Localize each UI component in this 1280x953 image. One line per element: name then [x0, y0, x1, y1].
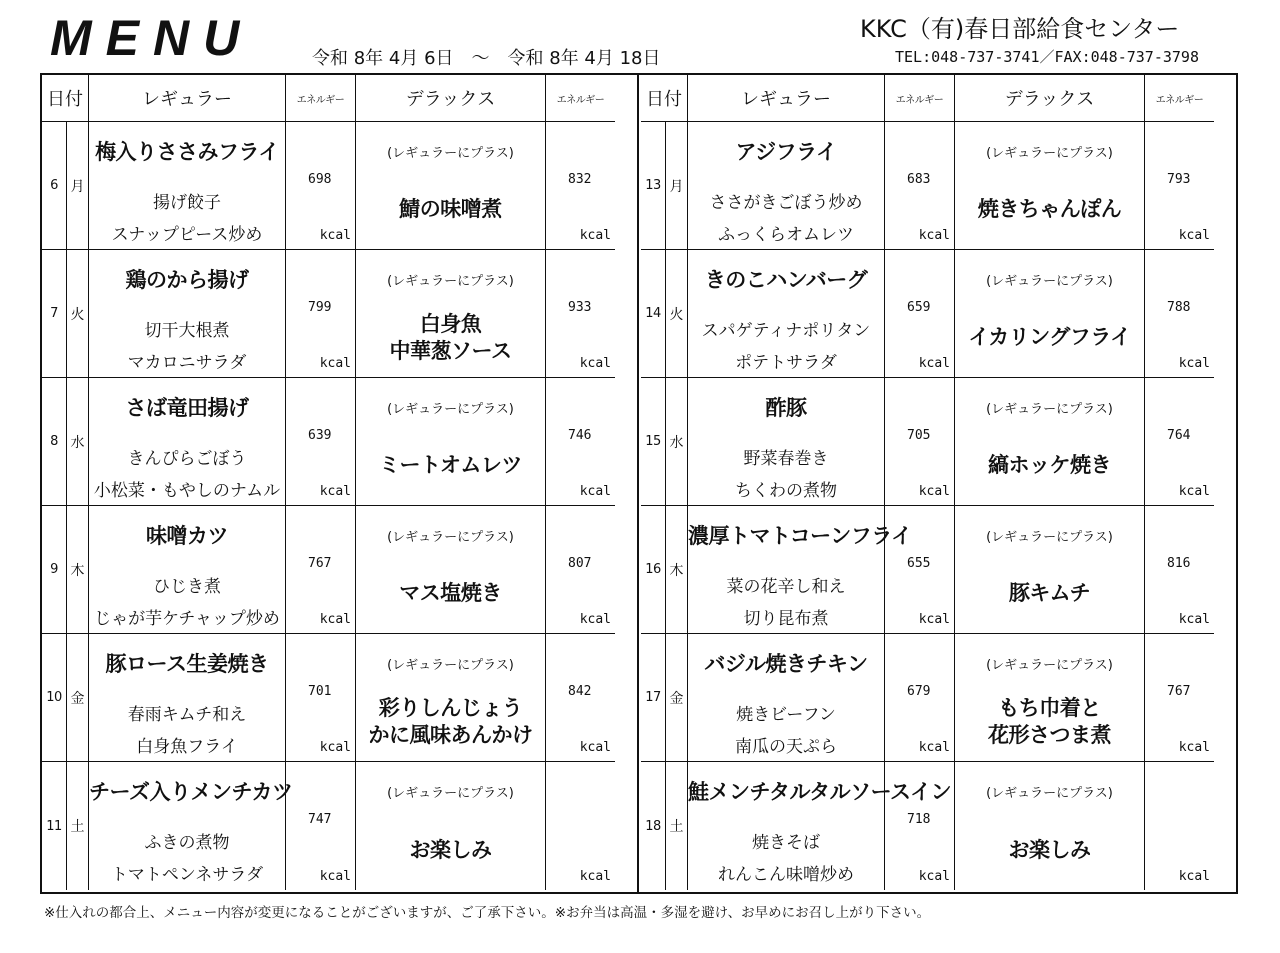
deluxe-note: (レギュラーにプラス): [387, 658, 514, 673]
regular-main-dish: 鶏のから揚げ: [125, 268, 249, 292]
deluxe-menu-cell: [356, 250, 546, 378]
kcal-unit: kcal: [1178, 612, 1210, 627]
deluxe-energy-cell: [546, 250, 615, 378]
deluxe-dish-line: 花形さつま煮: [988, 722, 1111, 747]
regular-kcal-value: 679: [907, 684, 931, 699]
kcal-unit: kcal: [918, 228, 950, 243]
regular-energy-cell: [286, 634, 356, 762]
kcal-unit: kcal: [1178, 740, 1210, 755]
regular-menu-cell: [89, 250, 286, 378]
regular-menu-cell: [688, 634, 885, 762]
deluxe-energy-cell: [546, 122, 615, 250]
regular-kcal-value: 701: [308, 684, 332, 699]
regular-side-dish: 白身魚フライ: [136, 737, 238, 757]
kcal-unit: kcal: [319, 612, 351, 627]
kcal-unit: kcal: [579, 740, 611, 755]
deluxe-note: (レギュラーにプラス): [986, 658, 1113, 673]
deluxe-note: (レギュラーにプラス): [986, 402, 1113, 417]
deluxe-dish-line: 白身魚: [419, 311, 482, 336]
kcal-unit: kcal: [579, 228, 611, 243]
kcal-unit: kcal: [1178, 869, 1210, 884]
deluxe-energy-cell: [1145, 762, 1214, 890]
regular-side-dish: 野菜春巻き: [743, 449, 829, 469]
regular-energy-cell: [885, 250, 955, 378]
deluxe-menu-cell: [356, 762, 546, 890]
regular-kcal-value: 767: [308, 556, 332, 571]
kcal-unit: kcal: [918, 356, 950, 371]
regular-kcal-value: 639: [308, 428, 332, 443]
header-deluxe: デラックス: [955, 75, 1145, 122]
regular-energy-cell: [885, 762, 955, 890]
regular-energy-cell: [286, 250, 356, 378]
deluxe-dish-line: お楽しみ: [1008, 837, 1091, 862]
deluxe-kcal-value: 832: [568, 172, 592, 187]
deluxe-dish: [955, 250, 1144, 377]
day-number: 7: [42, 250, 67, 378]
header-deluxe: デラックス: [356, 75, 546, 122]
deluxe-dish: [955, 506, 1144, 633]
contact-info: TEL:048-737-3741／FAX:048-737-3798: [895, 48, 1199, 66]
regular-main-dish: 豚ロース生姜焼き: [105, 652, 269, 676]
kcal-unit: kcal: [319, 484, 351, 499]
company-name: KKC（有)春日部給食センター: [860, 15, 1180, 43]
deluxe-dish-line: かに風味あんかけ: [368, 722, 533, 747]
day-number: 8: [42, 378, 67, 506]
deluxe-menu-cell: [356, 378, 546, 506]
deluxe-kcal-value: 816: [1167, 556, 1191, 571]
header-energy: エネルギー: [1145, 75, 1214, 122]
regular-energy-cell: [286, 378, 356, 506]
regular-side-dish: ひじき煮: [153, 577, 221, 597]
menu-panel-week1: [42, 75, 639, 892]
weekday: 土: [67, 762, 89, 890]
regular-side-dish: ふきの煮物: [144, 833, 230, 853]
regular-kcal-value: 659: [907, 300, 931, 315]
regular-kcal-value: 683: [907, 172, 931, 187]
regular-side-dish: 切り昆布煮: [743, 609, 829, 629]
deluxe-dish-line: 縞ホッケ焼き: [988, 453, 1111, 477]
deluxe-menu-cell: [955, 762, 1145, 890]
weekday: 木: [67, 506, 89, 634]
regular-side-dish: ちくわの煮物: [735, 481, 837, 501]
regular-side-dish: ささがきごぼう炒め: [709, 193, 863, 213]
deluxe-kcal-value: 746: [568, 428, 592, 443]
deluxe-menu-cell: [955, 378, 1145, 506]
regular-main-dish: 梅入りささみフライ: [95, 140, 279, 164]
regular-menu-cell: [89, 634, 286, 762]
weekday: 水: [666, 378, 688, 506]
regular-side-dish: 焼きそば: [752, 833, 820, 853]
regular-menu-cell: [688, 506, 912, 634]
regular-side-dish: 焼きビーフン: [736, 705, 836, 725]
regular-side-dish: スパゲティナポリタン: [701, 321, 871, 341]
menu-panel-week2: [641, 75, 1238, 892]
regular-side-dish: 菜の花辛し和え: [726, 577, 846, 597]
regular-menu-cell: [89, 378, 286, 506]
deluxe-note: (レギュラーにプラス): [986, 530, 1113, 545]
regular-menu-cell: [89, 506, 286, 634]
kcal-unit: kcal: [918, 740, 950, 755]
deluxe-kcal-value: 764: [1167, 428, 1191, 443]
kcal-unit: kcal: [918, 612, 950, 627]
regular-energy-cell: [885, 506, 955, 634]
regular-energy-cell: [286, 506, 356, 634]
deluxe-note: (レギュラーにプラス): [387, 402, 514, 417]
weekday: 月: [67, 122, 89, 250]
regular-kcal-value: 799: [308, 300, 332, 315]
kcal-unit: kcal: [579, 869, 611, 884]
header-energy: エネルギー: [286, 75, 356, 122]
deluxe-energy-cell: [546, 506, 615, 634]
deluxe-note: (レギュラーにプラス): [986, 786, 1113, 801]
regular-main-dish: さば竜田揚げ: [125, 396, 249, 420]
weekday: 金: [666, 634, 688, 762]
deluxe-menu-cell: [955, 634, 1145, 762]
weekday: 月: [666, 122, 688, 250]
deluxe-dish-line: 鯖の味噌煮: [399, 197, 502, 221]
deluxe-kcal-value: 842: [568, 684, 592, 699]
kcal-unit: kcal: [319, 869, 351, 884]
day-number: 13: [641, 122, 666, 250]
deluxe-dish: [356, 378, 545, 505]
footer-note: ※仕入れの都合上、メニュー内容が変更になることがございますが、ご了承下さい。※お弁当は高温・多湿を避け、お早めにお召し上がり下さい。: [44, 905, 931, 921]
kcal-unit: kcal: [918, 869, 950, 884]
deluxe-menu-cell: [356, 506, 546, 634]
deluxe-dish-line: 豚キムチ: [1008, 581, 1091, 605]
weekday: 土: [666, 762, 688, 890]
regular-side-dish: ポテトサラダ: [735, 353, 837, 373]
kcal-unit: kcal: [579, 612, 611, 627]
regular-kcal-value: 698: [308, 172, 332, 187]
deluxe-energy-cell: [546, 762, 615, 890]
deluxe-energy-cell: [546, 634, 615, 762]
regular-main-dish: バジル焼きチキン: [704, 652, 868, 676]
weekday: 火: [67, 250, 89, 378]
deluxe-dish: [356, 762, 545, 890]
deluxe-dish-line: イカリングフライ: [968, 325, 1131, 349]
deluxe-menu-cell: [356, 122, 546, 250]
regular-side-dish: じゃが芋ケチャップ炒め: [94, 609, 280, 629]
kcal-unit: kcal: [918, 484, 950, 499]
deluxe-energy-cell: [1145, 378, 1214, 506]
deluxe-dish-line: もち巾着と: [998, 695, 1101, 720]
regular-menu-cell: [89, 762, 293, 890]
kcal-unit: kcal: [1178, 228, 1210, 243]
deluxe-dish: [356, 506, 545, 633]
deluxe-menu-cell: [955, 122, 1145, 250]
deluxe-dish-line: マス塩焼き: [399, 581, 502, 605]
regular-main-dish: 濃厚トマトコーンフライ: [688, 524, 912, 548]
deluxe-dish-line: お楽しみ: [409, 837, 492, 862]
regular-side-dish: トマトペンネサラダ: [110, 865, 264, 885]
day-number: 14: [641, 250, 666, 378]
header-energy: エネルギー: [546, 75, 615, 122]
day-number: 15: [641, 378, 666, 506]
deluxe-menu-cell: [356, 634, 546, 762]
regular-main-dish: 鮭メンチタルタルソースイン: [688, 780, 952, 804]
regular-energy-cell: [286, 122, 356, 250]
menu-title: MENU: [50, 10, 254, 66]
regular-side-dish: 南瓜の天ぷら: [735, 737, 837, 757]
deluxe-note: (レギュラーにプラス): [986, 274, 1113, 289]
regular-side-dish: 小松菜・もやしのナムル: [93, 481, 281, 501]
header-date: 日付: [42, 75, 89, 122]
header-date: 日付: [641, 75, 688, 122]
weekday: 金: [67, 634, 89, 762]
regular-menu-cell: [89, 122, 286, 250]
deluxe-dish: [955, 378, 1144, 505]
weekday: 木: [666, 506, 688, 634]
menu-table: [40, 73, 1238, 894]
deluxe-menu-cell: [955, 250, 1145, 378]
weekday: 水: [67, 378, 89, 506]
day-number: 16: [641, 506, 666, 634]
deluxe-energy-cell: [546, 378, 615, 506]
deluxe-energy-cell: [1145, 634, 1214, 762]
regular-kcal-value: 655: [907, 556, 931, 571]
regular-main-dish: アジフライ: [735, 140, 837, 164]
regular-side-dish: 切干大根煮: [144, 321, 230, 341]
regular-energy-cell: [885, 378, 955, 506]
date-range: 令和 8年 4月 6日 ～ 令和 8年 4月 18日: [312, 48, 661, 69]
regular-menu-cell: [688, 250, 885, 378]
regular-side-dish: きんぴらごぼう: [127, 449, 247, 469]
header-regular: レギュラー: [89, 75, 286, 122]
regular-main-dish: 酢豚: [765, 396, 807, 420]
deluxe-energy-cell: [1145, 250, 1214, 378]
kcal-unit: kcal: [1178, 484, 1210, 499]
deluxe-dish: [955, 122, 1144, 249]
regular-side-dish: 揚げ餃子: [153, 193, 221, 213]
day-number: 10: [42, 634, 67, 762]
deluxe-menu-cell: [955, 506, 1145, 634]
deluxe-dish-line: 彩りしんじょう: [378, 695, 523, 720]
regular-kcal-value: 705: [907, 428, 931, 443]
day-number: 17: [641, 634, 666, 762]
day-number: 9: [42, 506, 67, 634]
kcal-unit: kcal: [319, 356, 351, 371]
regular-side-dish: ふっくらオムレツ: [718, 225, 854, 245]
day-number: 18: [641, 762, 666, 890]
regular-side-dish: マカロニサラダ: [127, 353, 247, 373]
weekday: 火: [666, 250, 688, 378]
regular-energy-cell: [286, 762, 356, 890]
deluxe-dish-line: 中華葱ソース: [389, 338, 512, 363]
deluxe-dish-line: ミートオムレツ: [379, 453, 522, 477]
kcal-unit: kcal: [579, 356, 611, 371]
deluxe-dish: [955, 634, 1144, 761]
deluxe-dish: [955, 762, 1144, 890]
regular-main-dish: きのこハンバーグ: [704, 268, 868, 292]
regular-menu-cell: [688, 122, 885, 250]
kcal-unit: kcal: [1178, 356, 1210, 371]
deluxe-energy-cell: [1145, 506, 1214, 634]
header-energy: エネルギー: [885, 75, 955, 122]
deluxe-note: (レギュラーにプラス): [387, 786, 514, 801]
day-number: 11: [42, 762, 67, 890]
deluxe-dish: [356, 634, 545, 761]
deluxe-note: (レギュラーにプラス): [387, 530, 514, 545]
deluxe-energy-cell: [1145, 122, 1214, 250]
deluxe-note: (レギュラーにプラス): [986, 146, 1113, 161]
kcal-unit: kcal: [579, 484, 611, 499]
deluxe-note: (レギュラーにプラス): [387, 146, 514, 161]
regular-energy-cell: [885, 634, 955, 762]
regular-main-dish: 味噌カツ: [146, 524, 228, 548]
regular-energy-cell: [885, 122, 955, 250]
deluxe-kcal-value: 788: [1167, 300, 1191, 315]
regular-main-dish: チーズ入りメンチカツ: [89, 780, 293, 804]
regular-side-dish: れんこん味噌炒め: [718, 865, 854, 885]
deluxe-kcal-value: 933: [568, 300, 592, 315]
deluxe-note: (レギュラーにプラス): [387, 274, 514, 289]
deluxe-dish-line: 焼きちゃんぽん: [977, 197, 1122, 221]
deluxe-kcal-value: 793: [1167, 172, 1191, 187]
regular-side-dish: スナップピース炒め: [111, 225, 263, 245]
kcal-unit: kcal: [319, 740, 351, 755]
regular-kcal-value: 747: [308, 812, 332, 827]
kcal-unit: kcal: [319, 228, 351, 243]
deluxe-dish: [356, 122, 545, 249]
deluxe-kcal-value: 767: [1167, 684, 1191, 699]
deluxe-kcal-value: 807: [568, 556, 592, 571]
regular-menu-cell: [688, 378, 885, 506]
regular-kcal-value: 718: [907, 812, 931, 827]
deluxe-dish: [356, 250, 545, 377]
header-regular: レギュラー: [688, 75, 885, 122]
regular-side-dish: 春雨キムチ和え: [127, 705, 247, 725]
day-number: 6: [42, 122, 67, 250]
